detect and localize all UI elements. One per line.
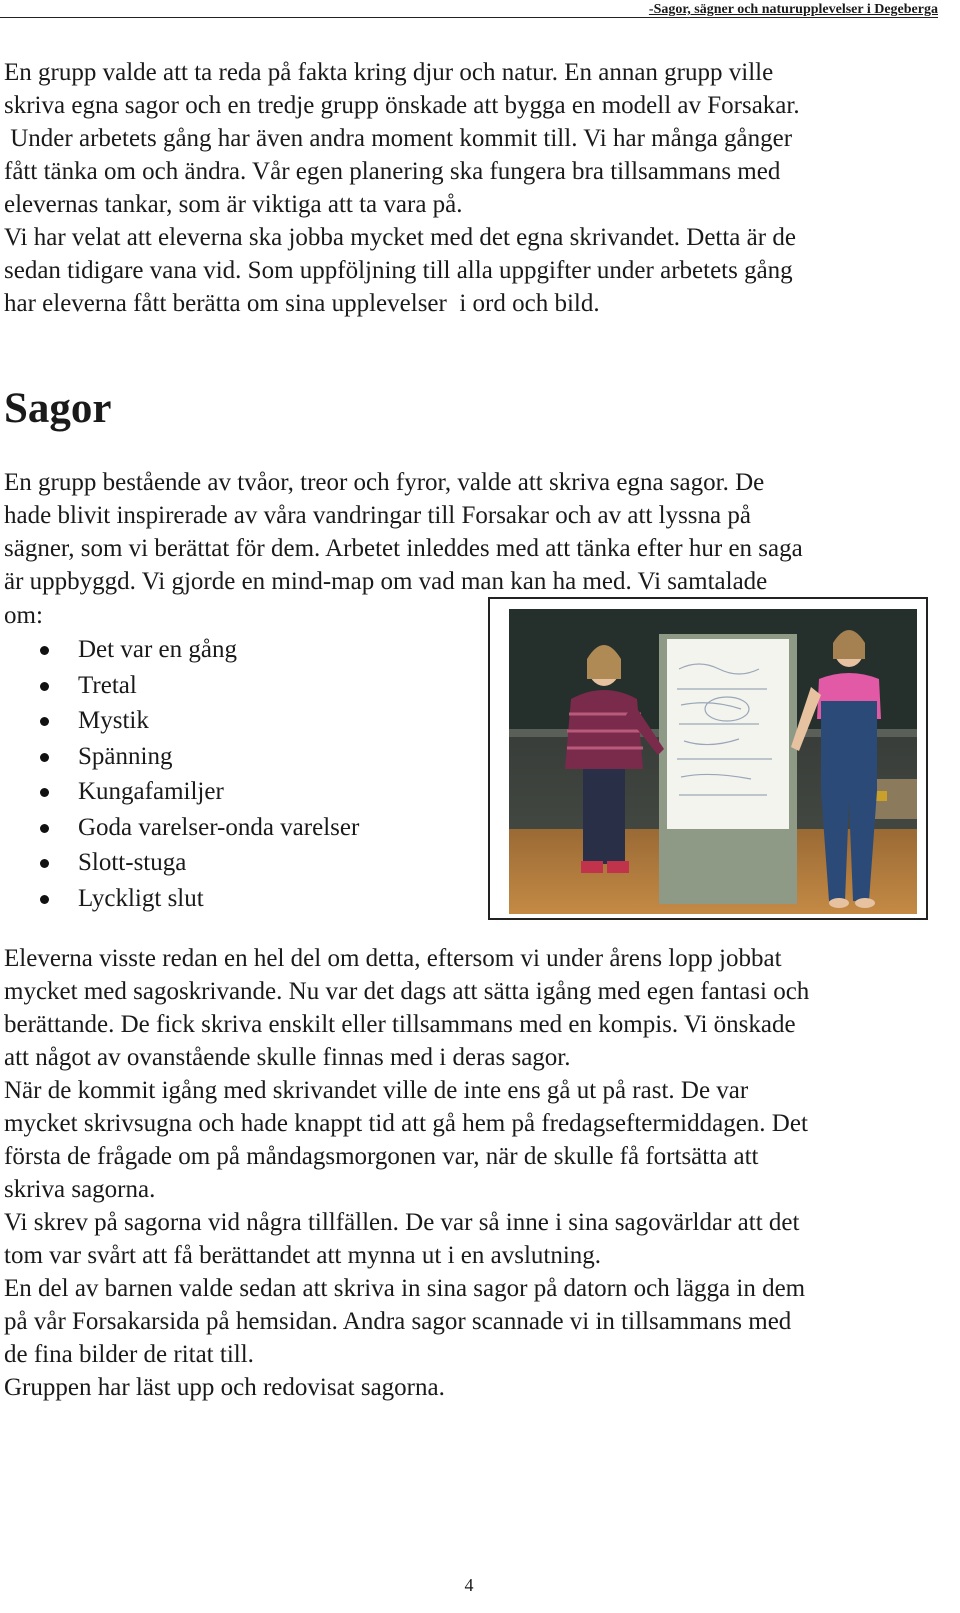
text-line: har eleverna fått berätta om sina upplevelser i ord och bild.: [4, 290, 600, 317]
list-item: [0, 632, 359, 668]
list-item-text: Mystik: [78, 707, 149, 734]
list-item-text: Slott-stuga: [78, 849, 187, 876]
intro-paragraph: [4, 56, 934, 320]
bullet-icon: [40, 682, 49, 691]
text-line: hade blivit inspirerade av våra vandringar till Forsakar och av att lyssna på: [4, 502, 751, 529]
text-line: fått tänka om och ändra. Vår egen planering ska fungera bra tillsammans med: [4, 158, 781, 185]
list-item-text: Kungafamiljer: [78, 778, 224, 805]
classroom-photo: [509, 609, 917, 914]
text-line: En grupp bestående av tvåor, treor och fyror, valde att skriva egna sagor. De: [4, 469, 765, 496]
text-line: tom var svårt att få berättandet att mynna ut i en avslutning.: [4, 1242, 602, 1269]
list-item-text: Tretal: [78, 671, 137, 699]
list-item: [0, 668, 359, 704]
text-line: mycket skrivsugna och hade knappt tid att gå hem på fredagseftermiddagen. Det: [4, 1110, 808, 1137]
bullet-list: [0, 632, 359, 916]
list-item-text: Goda varelser-onda varelser: [78, 813, 360, 841]
list-item: [0, 774, 359, 810]
photo-frame: [488, 597, 928, 920]
text-line: första de frågade om på måndagsmorgonen var, när de skulle få fortsätta att: [4, 1143, 759, 1170]
running-title: -Sagor, sägner och naturupplevelser i Degeberga: [648, 2, 938, 17]
text-line: En del av barnen valde sedan att skriva in sina sagor på datorn och lägga in dem: [4, 1275, 806, 1302]
list-item: [0, 845, 359, 881]
section-paragraph: [4, 466, 934, 598]
text-line: skriva sagorna.: [4, 1176, 156, 1203]
page-header: [0, 0, 938, 18]
bullet-icon: [40, 646, 49, 655]
page-number: 4: [464, 1575, 474, 1595]
list-item: [0, 739, 359, 775]
list-item: [0, 881, 359, 917]
list-item: [0, 703, 359, 739]
closing-paragraph: [4, 942, 938, 1404]
text-line: berättande. De fick skriva enskilt eller tillsammans med en kompis. Vi önskade: [4, 1011, 796, 1038]
text-line: Vi skrev på sagorna vid några tillfällen. De var så inne i sina sagovärldar att det: [4, 1209, 800, 1236]
bullet-icon: [40, 788, 49, 797]
list-intro-label: om:: [4, 602, 43, 629]
bullet-icon: [40, 859, 49, 868]
text-line: på vår Forsakarsida på hemsidan. Andra sagor scannade vi in tillsammans med: [4, 1308, 792, 1335]
bullet-icon: [40, 717, 49, 726]
text-line: En grupp valde att ta reda på fakta kring djur och natur. En annan grupp ville: [4, 59, 774, 86]
bullet-icon: [40, 824, 49, 833]
text-line: Under arbetets gång har även andra moment kommit till. Vi har många gånger: [4, 125, 793, 152]
text-line: elevernas tankar, som är viktiga att ta vara på.: [4, 191, 463, 218]
text-line: Vi har velat att eleverna ska jobba mycket med det egna skrivandet. Detta är de: [4, 224, 796, 251]
list-item-text: Lyckligt slut: [78, 884, 204, 912]
text-line: När de kommit igång med skrivandet ville de inte ens gå ut på rast. De var: [4, 1077, 749, 1104]
text-line: att något av ovanstående skulle finnas med i deras sagor.: [4, 1044, 571, 1071]
text-line: är uppbyggd. Vi gjorde en mind-map om vad man kan ha med. Vi samtalade: [4, 568, 768, 595]
text-line: sägner, som vi berättat för dem. Arbetet inleddes med att tänka efter hur en saga: [4, 535, 803, 562]
list-item: [0, 810, 359, 846]
text-line: sedan tidigare vana vid. Som uppföljning till alla uppgifter under arbetets gång: [4, 257, 793, 284]
bullet-icon: [40, 753, 49, 762]
list-item-text: Det var en gång: [78, 636, 237, 663]
text-line: Eleverna visste redan en hel del om detta, eftersom vi under årens lopp jobbat: [4, 945, 782, 972]
section-heading: Sagor: [4, 385, 112, 432]
bullet-icon: [40, 895, 49, 904]
text-line: mycket med sagoskrivande. Nu var det dags att sätta igång med egen fantasi och: [4, 978, 810, 1005]
text-line: Gruppen har läst upp och redovisat sagorna.: [4, 1374, 445, 1401]
text-line: skriva egna sagor och en tredje grupp önskade att bygga en modell av Forsakar.: [4, 92, 800, 119]
text-line: de fina bilder de ritat till.: [4, 1341, 254, 1368]
list-item-text: Spänning: [78, 742, 173, 770]
